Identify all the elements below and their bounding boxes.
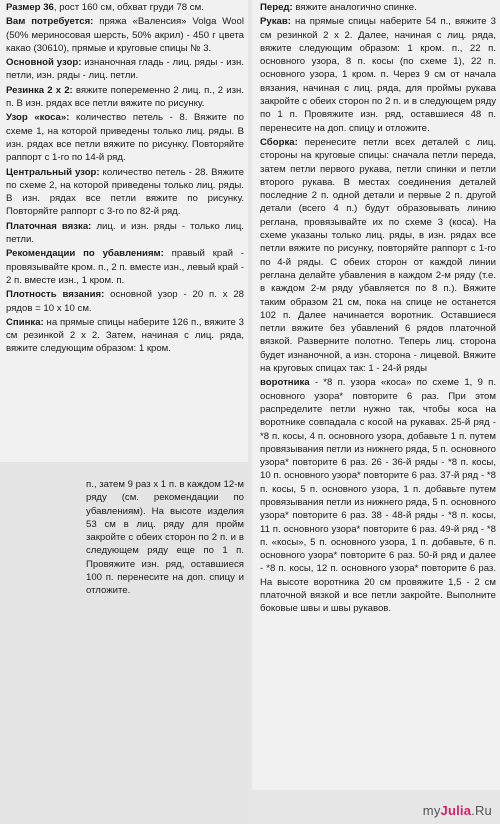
para-materials: Вам потребуется: пряжа «Валенсия» Volga Wool (50% мериносовая шерсть, 50% акрил) - 450 г цвета какао (30610), прямые и круговые спицы № 3.	[6, 16, 244, 54]
para-rib: Резинка 2 х 2: вяжите попеременно 2 лиц. п., 2 изн. п. В изн. рядах все петли вяжите по рисунку.	[6, 84, 245, 110]
para-cable: Узор «коса»: количество петель - 8. Вяжите по схеме 1, на которой приведены только лиц. ряды. В изн. рядах все петли вяжите по рисунку. Повторяйте раппорт с 1-го по 14-й ряд.	[6, 112, 245, 164]
right-text-block	[260, 1, 496, 617]
para-collar: воротника - *8 п. узора «коса» по схеме 1, 9 п. основного узора* повторите 6 раз. При этом распределите петли нужно так, чтобы коса на воротнике совпадала с косой на рукавах. 25-й ряд - *8 п. косы, 4 п. основного узора, добавьте 1 п. путем провязывания петли из нижнего ряда, 5 п. основного узора* повторите 6 раз. 26 - 36-й ряды - *8 п. косы, 10 п. основного узора* повторите 6 раз. 37-й ряд - *8 п. косы, 5 п. основного узора, 1 п. добавьте путем провязывания петли из нижнего ряда, 5 п. основного узора* повторите 6 раз. 38 - 48-й ряды - *8 п. косы, 11 п. основного узора* повторите 6 раз. 49-й ряд - *8 п. «косы», 5 п. основного узора, 1 п. добавьте, 6 п. основного узора* повторите 6 раз. 50-й ряд и далее - *8 п. косы, 12 п. основного узора* повторите 6 раз. На высоте воротника 20 см провяжите 1,5 - 2 см платочной вязкой и все петли закройте. Выполните боковые швы и швы рукавов.	[260, 377, 496, 615]
para-sleeve: Рукав: на прямые спицы наберите 54 п., вяжите 3 см резинкой 2 х 2. Далее, начиная с лиц. ряда, вяжите следующим образом: 1 кром. п., 22 п. основного узора, 8 п. косы (по схеме 1), 22 п. основного узора, 1 кром. п. Через 9 см от начала вязания, начиная с лиц. ряда, для проймы рукава закройте с обеих сторон по 2 п. и в следующем ряду по 1 п. Провяжите изн. ряд, оставшиеся 48 п. перенесите на доп. спицу и отложите.	[260, 16, 496, 134]
para-decrease-tips: Рекомендации по убавлениям: правый край - провязывайте кром. п., 2 п. вместе изн., левый край - 2 п. вместе изн., 1 кром. п.	[6, 248, 244, 286]
para-assembly: Сборка: перенесите петли всех деталей с лиц. стороны на круговые спицы: сначала петли переда, затем петли первого рукава, петли спинки и петли второго рукава. В местах соединения деталей последние 2 п. одной детали и первые 2 п. другой детали (всего 4 п.) будут образовывать линию реглана, провязывайте их по схеме 3 (коса). На схеме указаны только лиц. ряды, в изн. рядах все петли вяжите по рисунку, повторяйте раппорт с 1-го по 4-й ряды. С обеих сторон от каждой линии реглана делайте убавления в каждом 2-м ряду (т.е. в каждом 2-м ряду убавляется по 8 п.). Вяжите таким образом 21 см, пока на спице не останется 102 п. Далее начинается воротник. Оставшиеся петли вяжите без убавлений 6 рядов платочной вязкой. Разверните полотно. Теперь лиц. сторона будет изнаночной, а изн. сторона - лицевой. Вяжите на круговых спицах так: 1 - 24-й ряды	[260, 136, 496, 375]
para-front: Перед: вяжите аналогично спинке.	[260, 2, 417, 13]
left-text-block	[6, 1, 244, 357]
para-back: Спинка: на прямые спицы наберите 126 п., вяжите 3 см резинкой 2 х 2. Затем, начиная с лиц. ряда, вяжите следующим образом: 1 кром.	[6, 316, 244, 355]
para-gauge: Плотность вязания: основной узор - 20 п. х 28 рядов = 10 х 10 см.	[6, 289, 244, 314]
left-column	[0, 0, 248, 462]
para-central: Центральный узор: количество петель - 28. Вяжите по схеме 2, на которой приведены только лиц. ряды. В изн. рядах все петли вяжите по рисунку. Повторяйте раппорт с 3-го по 82-й ряд.	[6, 166, 244, 218]
site-watermark-logo: myJulia.Ru	[422, 803, 492, 818]
para-main-pattern: Основной узор: изнаночная гладь - лиц. ряды - изн. петли, изн. ряды - лиц. петли.	[6, 57, 244, 82]
para-garter: Платочная вязка: лиц. и изн. ряды - только лиц. петли.	[6, 220, 245, 246]
para-size: Размер 36, рост 160 см, обхват груди 78 см.	[6, 2, 204, 13]
right-column	[252, 0, 500, 790]
back-continuation-text: п., затем 9 раз х 1 п. в каждом 12-м ряду (см. рекомендации по убавлениям). На высоте изделия 53 см в лиц. ряду для пройм закройте с обеих сторон по 2 п. и в следующем ряду еще по 1 п. Провяжите изн. ряд, оставшиеся 100 п. перенесите на доп. спицу и отложите.	[86, 479, 244, 597]
